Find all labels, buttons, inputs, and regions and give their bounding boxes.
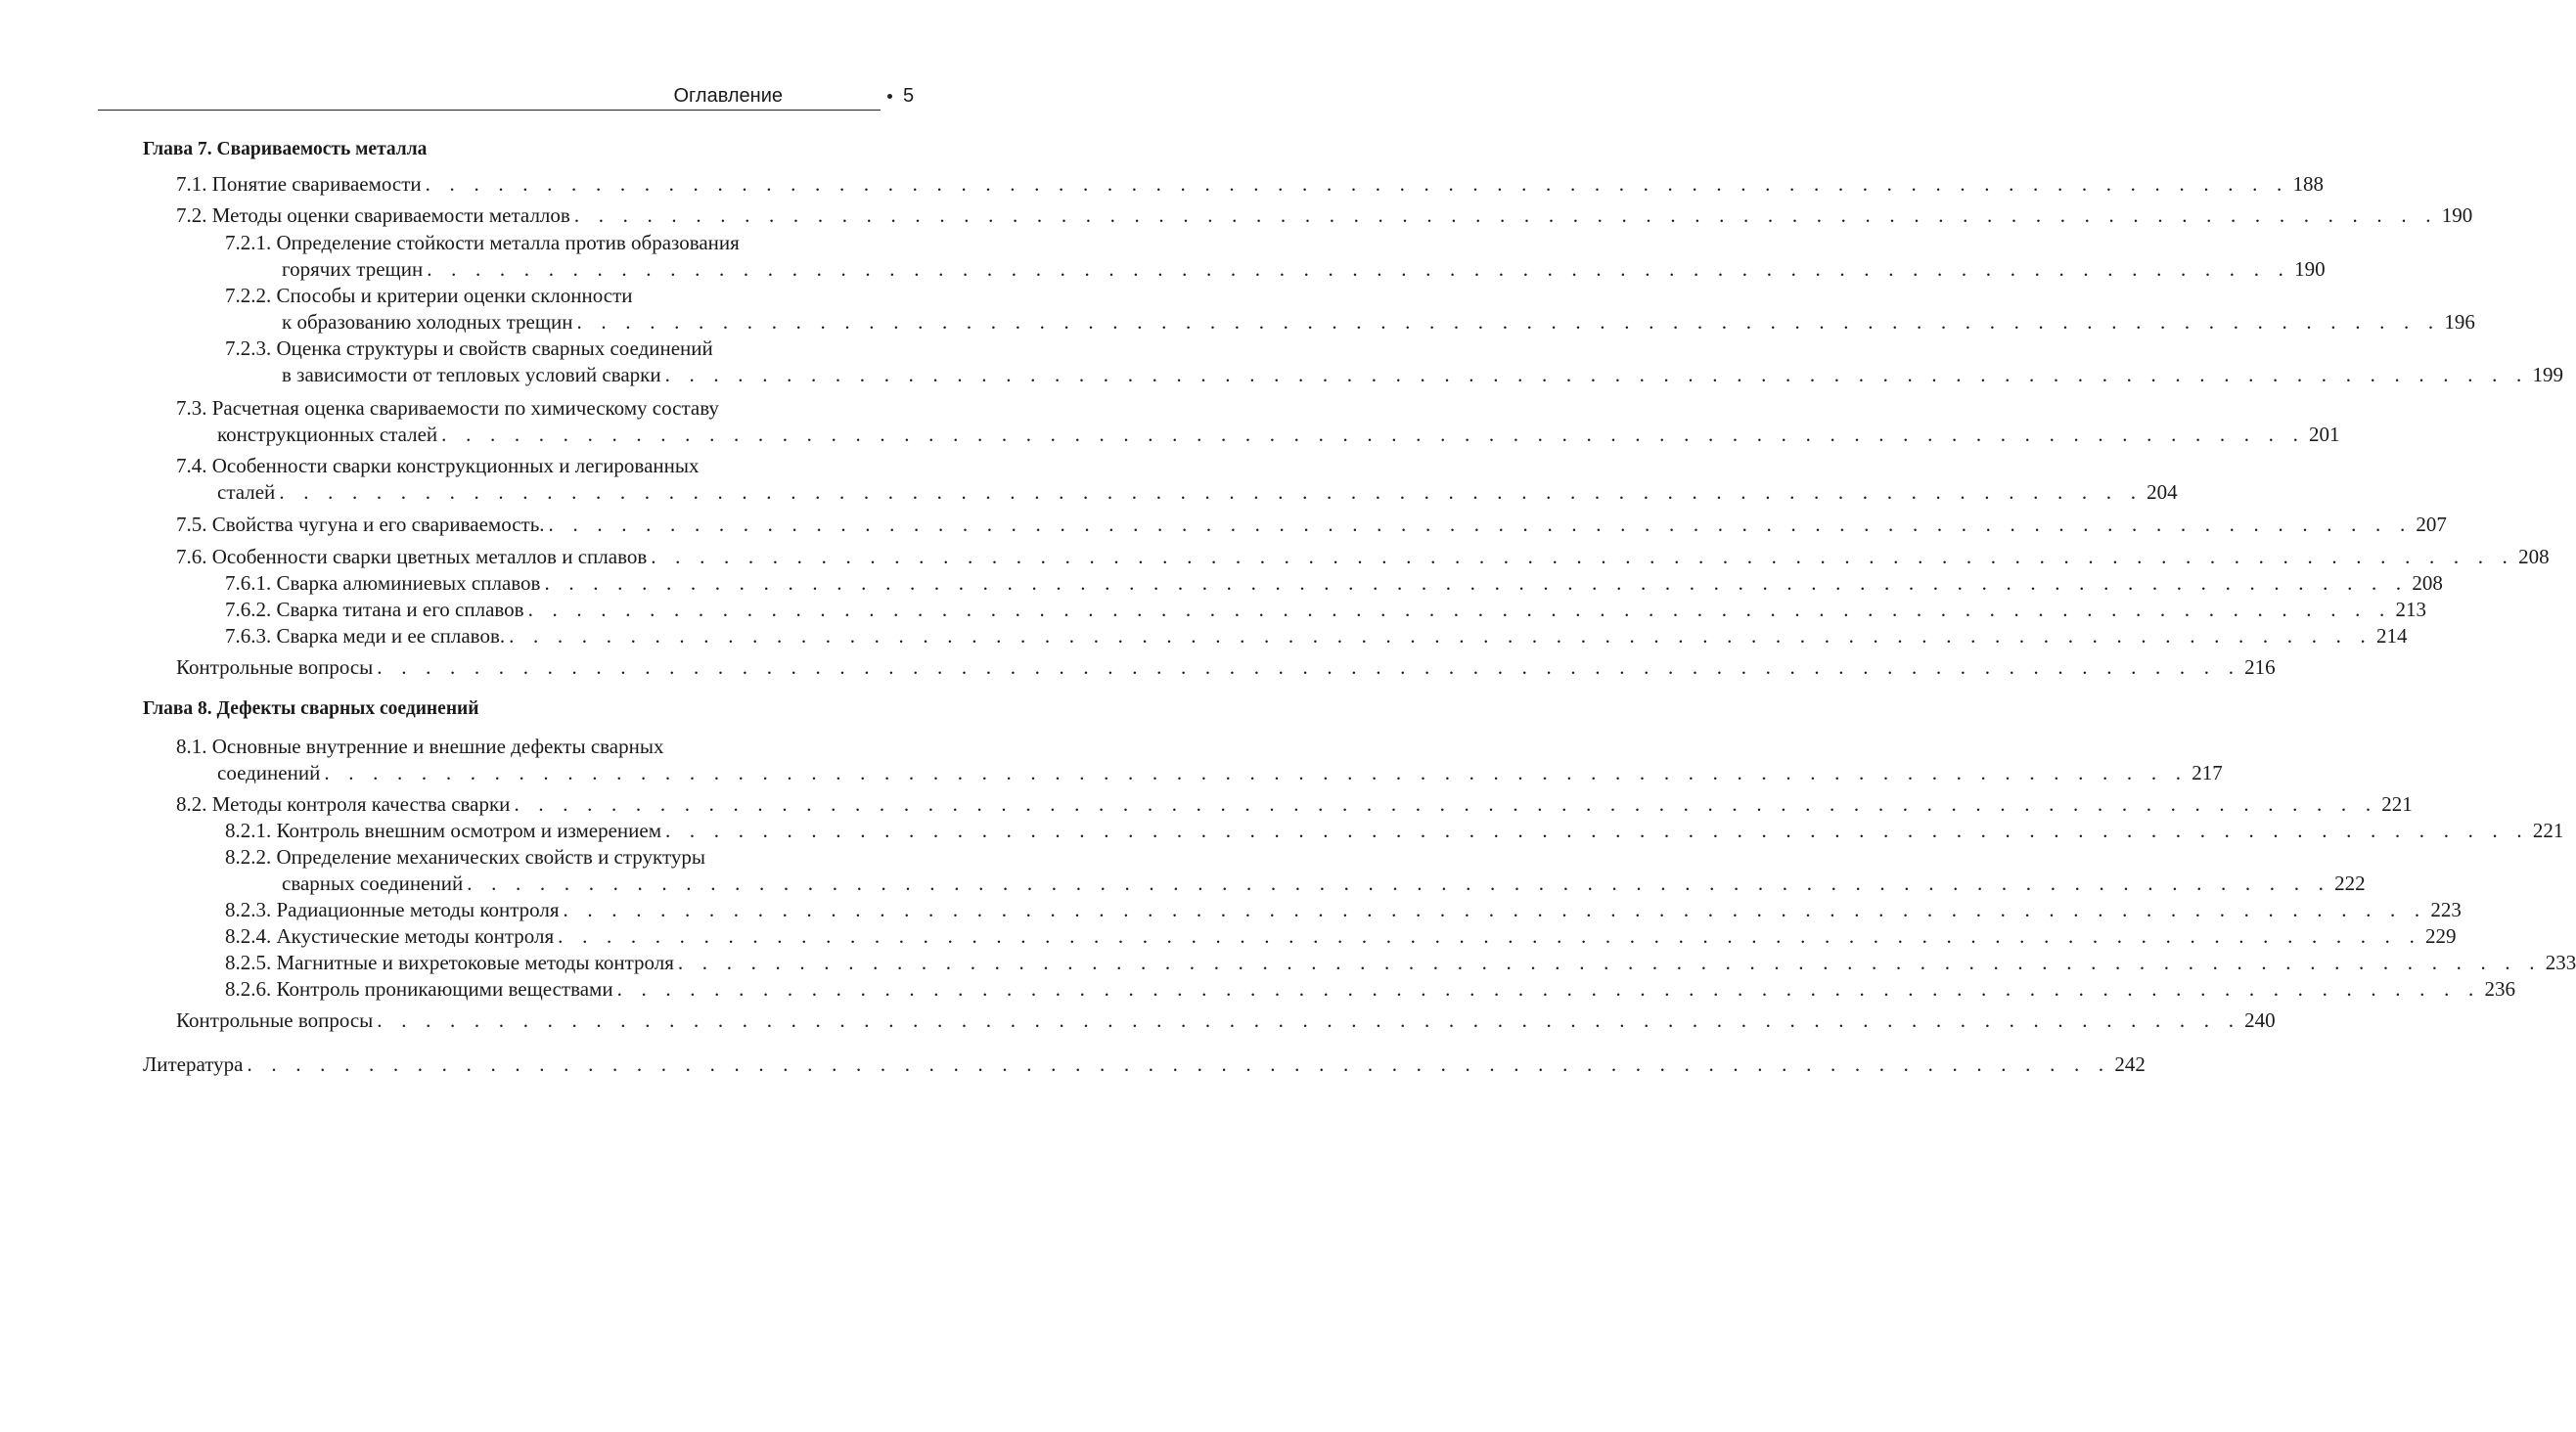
toc-entry-8-2-1[interactable] (225, 817, 2564, 844)
section-title: Сварка алюминиевых сплавов (276, 571, 541, 595)
page-ref: 222 (2334, 872, 2366, 895)
toc-entry-8-2[interactable] (176, 790, 2413, 818)
running-head-title: Оглавление (673, 85, 783, 107)
section-title: Контрольные вопросы (176, 655, 374, 679)
section-title-line2: сварных соединений (282, 872, 464, 895)
section-title-line2: соединений (217, 761, 321, 784)
section-title: Контроль проникающими веществами (276, 977, 613, 1001)
section-title: Особенности сварки цветных металлов и сплавов (211, 545, 648, 568)
page-ref: 199 (2532, 363, 2563, 386)
section-number: 7.6.1. (225, 571, 272, 595)
section-title: Контрольные вопросы (176, 1008, 374, 1032)
section-title-line2: горячих трещин (282, 257, 424, 281)
dot-leader: . . . . . . . . . . . . . . . . . . . . . . . . . . . . . . . . . . . . . . . . . . . . . . . . . . . . . . . . . . . . . . . . . . . . . . . . . . . . . (665, 819, 2529, 842)
dot-leader: . . . . . . . . . . . . . . . . . . . . . . . . . . . . . . . . . . . . . . . . . . . . . . . . . . . . . . . . . . . . . . . . . . . . . . . . . . . . . (441, 423, 2306, 446)
section-number: 8.1. (176, 735, 207, 758)
section-number: 7.6.3. (225, 624, 272, 648)
page-ref: 208 (2518, 545, 2550, 568)
section-title: Радиационные методы контроля (276, 898, 560, 921)
section-number: 7.3. (176, 396, 207, 420)
section-title: Контроль внешним осмотром и измерением (276, 819, 661, 842)
dot-leader: . . . . . . . . . . . . . . . . . . . . . . . . . . . . . . . . . . . . . . . . . . . . . . . . . . . . . . . . . . . . . . . . . . . . . . . . . . . . . (548, 513, 2413, 536)
section-title-line1: Способы и критерии оценки склонности (276, 284, 633, 307)
toc-entry-7-6-2[interactable] (225, 596, 2426, 623)
section-number: 7.2.1. (225, 231, 272, 254)
section-number: 7.2.3. (225, 336, 272, 360)
section-title: Свойства чугуна и его свариваемость. (211, 513, 545, 536)
page-ref: 216 (2244, 655, 2276, 679)
dot-leader: . . . . . . . . . . . . . . . . . . . . . . . . . . . . . . . . . . . . . . . . . . . . . . . . . . . . . . . . . . . . . . . . . . . . . . . . . . . . . (427, 257, 2291, 281)
dot-leader: . . . . . . . . . . . . . . . . . . . . . . . . . . . . . . . . . . . . . . . . . . . . . . . . . . . . . . . . . . . . . . . . . . . . . . . . . . . . . (279, 480, 2144, 504)
section-title: Методы оценки свариваемости металлов (211, 203, 570, 227)
page-ref: 190 (2294, 257, 2326, 281)
page-ref: 204 (2147, 480, 2178, 504)
section-number: 7.1. (176, 172, 207, 196)
section-title: Магнитные и вихретоковые методы контроля (276, 951, 674, 974)
section-title: Понятие свариваемости (211, 172, 422, 196)
header-rule (98, 110, 881, 111)
section-number: 7.6. (176, 545, 207, 568)
section-number: 8.2.5. (225, 951, 272, 974)
toc-entry-review-questions-7[interactable] (176, 653, 2276, 681)
toc-entry-review-questions-8[interactable] (176, 1007, 2276, 1034)
page-ref: 240 (2244, 1008, 2276, 1032)
section-title: Сварка меди и ее сплавов. (276, 624, 506, 648)
page-ref: 207 (2416, 513, 2447, 536)
dot-leader: . . . . . . . . . . . . . . . . . . . . . . . . . . . . . . . . . . . . . . . . . . . . . . . . . . . . . . . . . . . . . . . . . . . . . . . . . . . . . (544, 571, 2409, 595)
section-title: Литература (143, 1052, 244, 1076)
section-number: 8.2. (176, 792, 207, 816)
dot-leader: . . . . . . . . . . . . . . . . . . . . . . . . . . . . . . . . . . . . . . . . . . . . . . . . . . . . . . . . . . . . . . . . . . . . . . . . . . . . . (527, 598, 2392, 621)
dot-leader: . . . . . . . . . . . . . . . . . . . . . . . . . . . . . . . . . . . . . . . . . . . . . . . . . . . . . . . . . . . . . . . . . . . . . . . . . . . . . (467, 872, 2331, 895)
section-number: 7.5. (176, 513, 207, 536)
dot-leader: . . . . . . . . . . . . . . . . . . . . . . . . . . . . . . . . . . . . . . . . . . . . . . . . . . . . . . . . . . . . . . . . . . . . . . . . . . . . . (573, 203, 2438, 227)
section-title-line2: сталей (217, 480, 276, 504)
page-ref: 213 (2395, 598, 2426, 621)
dot-leader: . . . . . . . . . . . . . . . . . . . . . . . . . . . . . . . . . . . . . . . . . . . . . . . . . . . . . . . . . . . . . . . . . . . . . . . . . . . . . (651, 545, 2515, 568)
section-title: Методы контроля качества сварки (211, 792, 511, 816)
toc-entry-literature[interactable] (143, 1051, 2146, 1078)
dot-leader: . . . . . . . . . . . . . . . . . . . . . . . . . . . . . . . . . . . . . . . . . . . . . . . . . . . . . . . . . . . . . . . . . . . . . . . . . . . . . (509, 624, 2373, 648)
section-number: 8.2.6. (225, 977, 272, 1001)
dot-leader: . . . . . . . . . . . . . . . . . . . . . . . . . . . . . . . . . . . . . . . . . . . . . . . . . . . . . . . . . . . . . . . . . . . . . . . . . . . . . (425, 172, 2289, 196)
page-ref: 233 (2545, 951, 2576, 974)
toc-entry-7-6-3[interactable] (225, 622, 2408, 649)
section-number: 8.2.3. (225, 898, 272, 921)
chapter-7-title: Глава 7. Свариваемость металла (143, 139, 428, 159)
section-title: Акустические методы контроля (276, 924, 555, 948)
page-ref: 229 (2425, 924, 2457, 948)
section-number: 8.2.2. (225, 845, 272, 869)
section-title-line1: Основные внутренние и внешние дефекты сварных (211, 735, 664, 758)
page-number: 5 (903, 85, 915, 107)
page-ref: 201 (2309, 423, 2340, 446)
page-ref: 214 (2375, 624, 2408, 648)
section-title-line2: конструкционных сталей (217, 423, 438, 446)
page-ref: 223 (2430, 898, 2462, 921)
toc-entry-7-2[interactable] (176, 201, 2473, 229)
page-ref: 221 (2381, 792, 2413, 816)
dot-leader: . . . . . . . . . . . . . . . . . . . . . . . . . . . . . . . . . . . . . . . . . . . . . . . . . . . . . . . . . . . . . . . . . . . . . . . . . . . . . (664, 363, 2529, 386)
dot-leader: . . . . . . . . . . . . . . . . . . . . . . . . . . . . . . . . . . . . . . . . . . . . . . . . . . . . . . . . . . . . . . . . . . . . . . . . . . . . . (576, 310, 2441, 334)
section-title-line1: Определение механических свойств и структуры (276, 845, 705, 869)
toc-entry-7-1[interactable] (176, 170, 2325, 198)
running-head (98, 82, 923, 113)
section-number: 8.2.1. (225, 819, 272, 842)
page-ref: 208 (2412, 571, 2443, 595)
dot-leader: . . . . . . . . . . . . . . . . . . . . . . . . . . . . . . . . . . . . . . . . . . . . . . . . . . . . . . . . . . . . . . . . . . . . . . . . . . . . . (677, 951, 2542, 974)
section-number: 7.2. (176, 203, 207, 227)
section-number: 7.6.2. (225, 598, 272, 621)
dot-leader: . . . . . . . . . . . . . . . . . . . . . . . . . . . . . . . . . . . . . . . . . . . . . . . . . . . . . . . . . . . . . . . . . . . . . . . . . . . . . (558, 924, 2422, 948)
toc-entry-8-2-6[interactable] (225, 975, 2515, 1003)
page-ref: 221 (2532, 819, 2564, 842)
section-number: 8.2.4. (225, 924, 272, 948)
section-number: 7.4. (176, 454, 207, 477)
page-ref: 190 (2441, 203, 2473, 227)
section-title-line1: Оценка структуры и свойств сварных соединений (276, 336, 713, 360)
section-title-line2: в зависимости от тепловых условий сварки (282, 363, 661, 386)
section-title-line2: к образованию холодных трещин (282, 310, 573, 334)
page-ref: 188 (2292, 172, 2325, 196)
section-number: 7.2.2. (225, 284, 272, 307)
toc-entry-8-2-3[interactable] (225, 896, 2462, 923)
section-title-line1: Особенности сварки конструкционных и легированных (211, 454, 700, 477)
section-title: Сварка титана и его сплавов (276, 598, 524, 621)
dot-leader: . . . . . . . . . . . . . . . . . . . . . . . . . . . . . . . . . . . . . . . . . . . . . . . . . . . . . . . . . . . . . . . . . . . . . . . . . . . . . (324, 761, 2189, 784)
page-ref: 242 (2114, 1052, 2146, 1076)
bullet-separator (887, 94, 892, 99)
dot-leader: . . . . . . . . . . . . . . . . . . . . . . . . . . . . . . . . . . . . . . . . . . . . . . . . . . . . . . . . . . . . . . . . . . . . . . . . . . . . . (247, 1052, 2111, 1076)
page-ref: 236 (2484, 977, 2515, 1001)
toc-entry-7-6-1[interactable] (225, 569, 2443, 597)
toc-entry-8-2-4[interactable] (225, 922, 2457, 950)
toc-entry-7-6[interactable] (176, 543, 2550, 570)
toc-entry-8-2-5[interactable] (225, 949, 2576, 976)
section-title-line1: Определение стойкости металла против образования (276, 231, 740, 254)
toc-entry-7-5[interactable] (176, 511, 2447, 538)
chapter-8-title: Глава 8. Дефекты сварных соединений (143, 698, 479, 719)
dot-leader: . . . . . . . . . . . . . . . . . . . . . . . . . . . . . . . . . . . . . . . . . . . . . . . . . . . . . . . . . . . . . . . . . . . . . . . . . . . . . (616, 977, 2481, 1001)
dot-leader: . . . . . . . . . . . . . . . . . . . . . . . . . . . . . . . . . . . . . . . . . . . . . . . . . . . . . . . . . . . . . . . . . . . . . . . . . . . . . (377, 1008, 2241, 1032)
page-ref: 217 (2192, 761, 2223, 784)
dot-leader: . . . . . . . . . . . . . . . . . . . . . . . . . . . . . . . . . . . . . . . . . . . . . . . . . . . . . . . . . . . . . . . . . . . . . . . . . . . . . (563, 898, 2427, 921)
dot-leader: . . . . . . . . . . . . . . . . . . . . . . . . . . . . . . . . . . . . . . . . . . . . . . . . . . . . . . . . . . . . . . . . . . . . . . . . . . . . . (377, 655, 2241, 679)
section-title-line1: Расчетная оценка свариваемости по химическому составу (211, 396, 719, 420)
dot-leader: . . . . . . . . . . . . . . . . . . . . . . . . . . . . . . . . . . . . . . . . . . . . . . . . . . . . . . . . . . . . . . . . . . . . . . . . . . . . . (514, 792, 2378, 816)
page-ref: 196 (2444, 310, 2475, 334)
